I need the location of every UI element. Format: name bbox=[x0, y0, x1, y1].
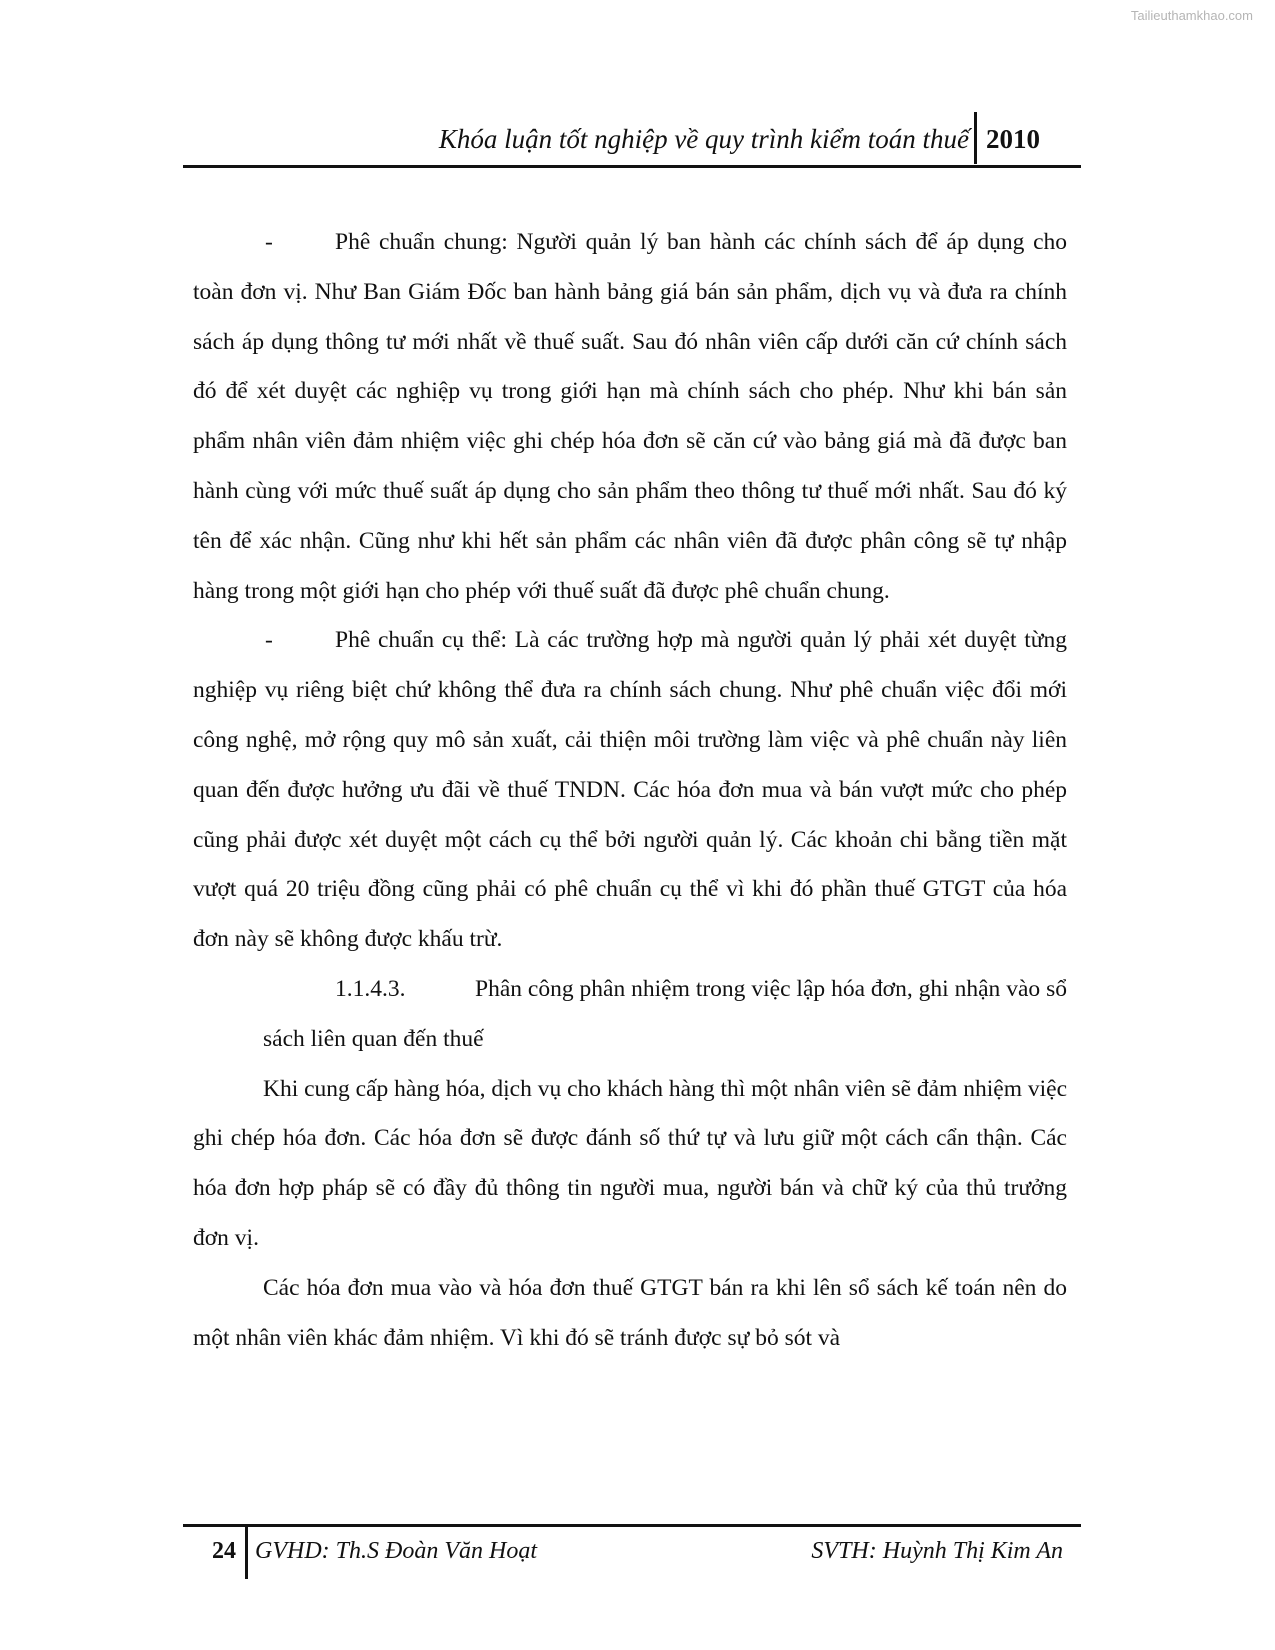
page-footer bbox=[183, 1524, 1081, 1584]
bullet-dash: - bbox=[265, 627, 273, 654]
document-title: Khóa luận tốt nghiệp về quy trình kiểm toán thuế bbox=[438, 124, 969, 154]
page-number: 24 bbox=[212, 1538, 236, 1564]
paragraph-text: Phê chuẩn cụ thể: Là các trường hợp mà người quản lý phải xét duyệt từng nghiệp vụ riêng biệt chứ không thể đưa ra chính sách chung. Như phê chuẩn việc đổi mới công nghệ, mở rộng quy mô sản xuất, cải thiện môi trường làm việc và phê chuẩn này liên quan đến được hưởng ưu đãi về thuế TNDN. Các hóa đơn mua và bán vượt mức cho phép cũng phải được xét duyệt một cách cụ thể bởi người quản lý. Các khoản chi bằng tiền mặt vượt quá 20 triệu đồng cũng phải có phê chuẩn cụ thể vì khi đó phần thuế GTGT của hóa đơn này sẽ không được khấu trừ. bbox=[193, 627, 1067, 953]
paragraph-general-approval bbox=[193, 218, 1067, 616]
paragraph-invoice-recording: Khi cung cấp hàng hóa, dịch vụ cho khách hàng thì một nhân viên sẽ đảm nhiệm việc ghi chép hóa đơn. Các hóa đơn sẽ được đánh số thứ tự và lưu giữ một cách cẩn thận. Các hóa đơn hợp pháp sẽ có đầy đủ thông tin người mua, người bán và chữ ký của thủ trưởng đơn vị. bbox=[193, 1075, 1068, 1251]
student-name: SVTH: Huỳnh Thị Kim An bbox=[811, 1538, 1063, 1564]
page-header bbox=[183, 110, 1081, 170]
footer-rule bbox=[183, 1524, 1081, 1527]
watermark: Tailieuthamkhao.com bbox=[1130, 8, 1253, 23]
section-title: Phân công phân nhiệm trong việc lập hóa đơn, ghi nhận vào sổ sách liên quan đến thuế bbox=[263, 975, 1067, 1052]
section-number: 1.1.4.3. bbox=[335, 975, 406, 1002]
page-content bbox=[193, 218, 1067, 1363]
section-heading bbox=[193, 965, 1067, 1065]
paragraph-text: Phê chuẩn chung: Người quản lý ban hành các chính sách để áp dụng cho toàn đơn vị. Như Ban Giám Đốc ban hành bảng giá bán sản phẩm, dịch vụ và đưa ra chính sách áp dụng thông tư mới nhất về thuế suất. Sau đó nhân viên cấp dưới căn cứ chính sách đó để xét duyệt các nghiệp vụ trong giới hạn mà chính sách cho phép. Như khi bán sản phẩm nhân viên đảm nhiệm việc ghi chép hóa đơn sẽ căn cứ vào bảng giá mà đã được ban hành cùng với mức thuế suất áp dụng cho sản phẩm theo thông tư thuế mới nhất. Sau đó ký tên để xác nhận. Cũng như khi hết sản phẩm các nhân viên đã được phân công sẽ tự nhập hàng trong một giới hạn cho phép với thuế suất đã được phê chuẩn chung. bbox=[193, 229, 1067, 604]
advisor-name: GVHD: Th.S Đoàn Văn Hoạt bbox=[255, 1538, 537, 1564]
header-separator bbox=[974, 112, 977, 164]
document-year: 2010 bbox=[986, 124, 1040, 154]
footer-separator bbox=[245, 1527, 248, 1579]
header-rule bbox=[183, 165, 1081, 168]
paragraph-separation-of-duties: Các hóa đơn mua vào và hóa đơn thuế GTGT bán ra khi lên sổ sách kế toán nên do một nhân viên khác đảm nhiệm. Vì khi đó sẽ tránh được sự bỏ sót và bbox=[193, 1274, 1067, 1351]
bullet-dash: - bbox=[265, 229, 273, 255]
paragraph-specific-approval bbox=[193, 616, 1067, 965]
